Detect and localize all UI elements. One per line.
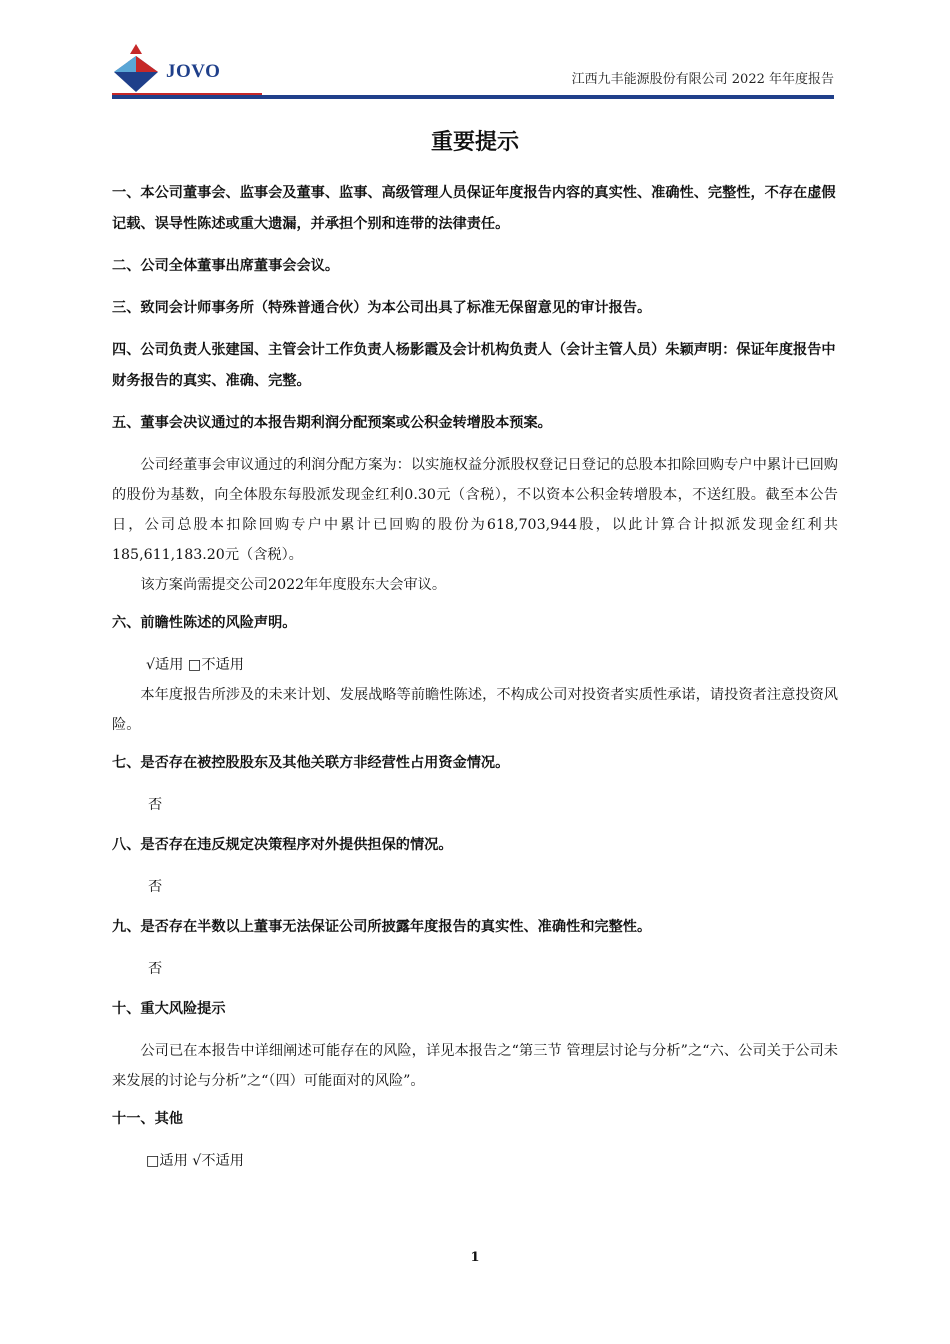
section-6-paragraph: 本年度报告所涉及的未来计划、发展战略等前瞻性陈述，不构成公司对投资者实质性承诺，请投资者注意投资风险。 (112, 687, 838, 733)
section-2-heading: 二、公司全体董事出席董事会会议。 (112, 258, 340, 274)
section-7-heading: 七、是否存在被控股股东及其他关联方非经营性占用资金情况。 (112, 755, 510, 771)
section-3-heading: 三、致同会计师事务所（特殊普通合伙）为本公司出具了标准无保留意见的审计报告。 (112, 300, 652, 316)
section-5-heading: 五、董事会决议通过的本报告期利润分配预案或公积金转增股本预案。 (112, 415, 552, 431)
section-7-answer: 否 (148, 797, 163, 813)
page-title: 重要提示 (430, 130, 519, 155)
section-8-answer: 否 (148, 879, 163, 895)
logo-text: JOVO (166, 61, 221, 82)
section-8-heading: 八、是否存在违反规定决策程序对外提供担保的情况。 (112, 837, 453, 853)
section-9-heading: 九、是否存在半数以上董事无法保证公司所披露年度报告的真实性、准确性和完整性。 (112, 919, 652, 935)
section-6-applicability: √适用 □不适用 (146, 657, 244, 673)
section-10-paragraph: 公司已在本报告中详细阐述可能存在的风险，详见本报告之“第三节 管理层讨论与分析”之“六、公司关于公司未来发展的讨论与分析”之“（四）可能面对的风险”。 (112, 1043, 838, 1089)
report-header-title: 江西九丰能源股份有限公司 2022 年年度报告 (571, 72, 834, 87)
section-11-heading: 十一、其他 (112, 1111, 183, 1127)
section-4-heading: 四、公司负责人张建国、主管会计工作负责人杨影霞及会计机构负责人（会计主管人员）朱颖声明：保证年度报告中财务报告的真实、准确、完整。 (112, 342, 836, 389)
page-number: 1 (470, 1250, 480, 1265)
section-10-heading: 十、重大风险提示 (112, 1001, 226, 1017)
page-header (112, 44, 834, 102)
document-body (112, 178, 838, 1176)
section-6-heading: 六、前瞻性陈述的风险声明。 (112, 615, 297, 631)
header-accent-rule (112, 93, 262, 95)
section-11-applicability: □适用 √不适用 (146, 1153, 244, 1169)
header-rule (112, 95, 834, 99)
section-9-answer: 否 (148, 961, 163, 977)
section-1-heading: 一、本公司董事会、监事会及董事、监事、高级管理人员保证年度报告内容的真实性、准确性、完整性，不存在虚假记载、误导性陈述或重大遗漏，并承担个别和连带的法律责任。 (112, 185, 836, 232)
section-5-paragraph: 公司经董事会审议通过的利润分配方案为：以实施权益分派股权登记日登记的总股本扣除回购专户中累计已回购的股份为基数，向全体股东每股派发现金红利0.30元（含税），不以资本公积金转增股本，不送红股。截至本公告日，公司总股本扣除回购专户中累计已回购的股份为618,703,944股，以此计算合计拟派发现金红利共185,611,183.20元（含税）。 (112, 457, 838, 563)
section-5-note: 该方案尚需提交公司2022年年度股东大会审议。 (140, 577, 447, 593)
